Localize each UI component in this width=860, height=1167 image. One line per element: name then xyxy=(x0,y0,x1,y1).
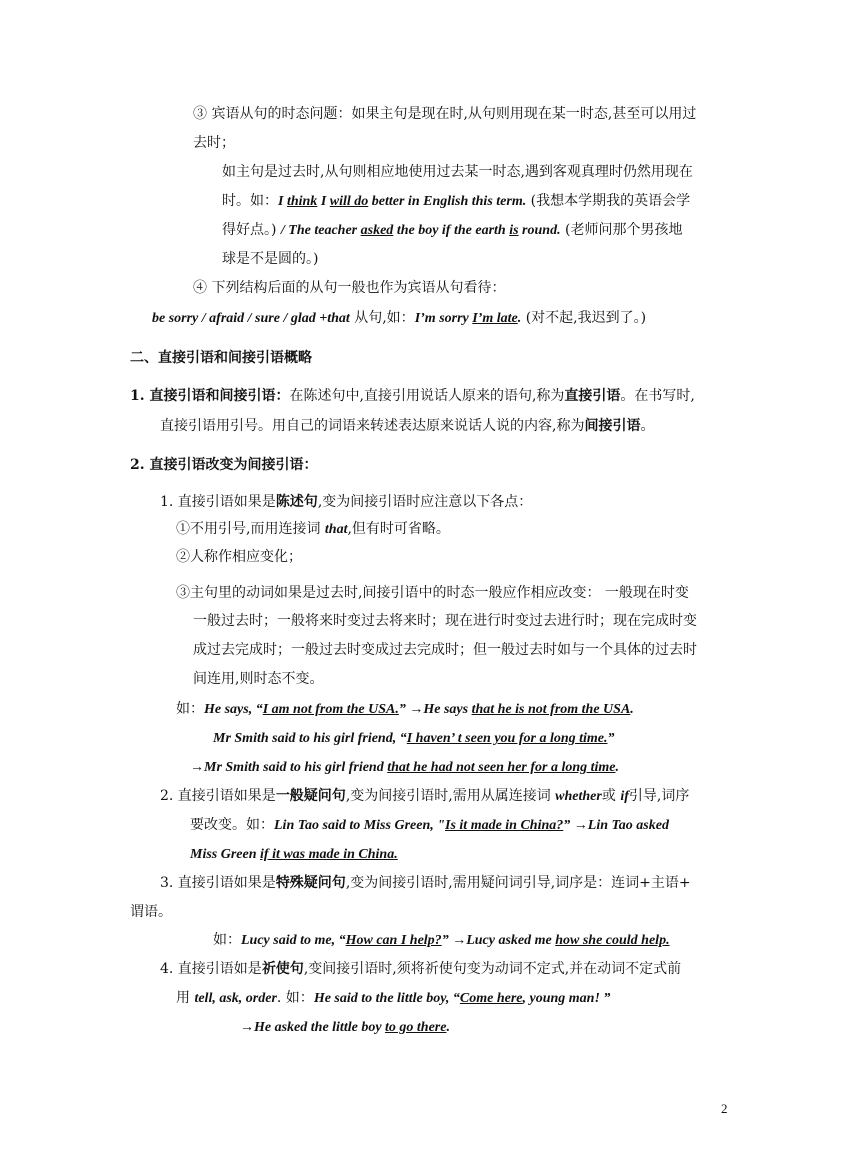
text-segment: (我想本学期我的英语会学 xyxy=(526,193,691,209)
text-segment: 1. 直接引语和间接引语： xyxy=(130,388,290,404)
text-segment: Miss Green xyxy=(190,847,261,862)
text-segment: ,但有时可省略。 xyxy=(347,521,450,537)
text-segment: How can I help? xyxy=(345,933,442,948)
text-line xyxy=(176,988,610,1009)
text-segment: ①不用引号,而用连接词 xyxy=(176,521,325,537)
text-segment: that xyxy=(324,522,348,537)
text-segment: 要改变。如： xyxy=(190,817,274,833)
text-segment: 4. 直接引语如是 xyxy=(160,961,262,977)
text-segment: 特殊疑问句 xyxy=(275,875,346,891)
text-segment: ,变为间接引语时,需用疑问词引导,词序是：连词+主语+ xyxy=(345,875,691,891)
text-segment: ,变为间接引语时应注意以下各点： xyxy=(317,494,533,510)
text-line xyxy=(160,873,691,893)
text-line xyxy=(222,191,690,212)
text-segment: 用 xyxy=(176,990,195,1006)
text-line xyxy=(193,278,505,298)
text-segment: to go there xyxy=(385,1020,447,1035)
text-segment: ②人称作相应变化； xyxy=(176,549,302,565)
text-segment: I xyxy=(317,194,330,209)
text-segment: I’m late xyxy=(472,311,518,326)
text-line xyxy=(160,786,689,807)
text-segment: tell, ask, order xyxy=(194,991,277,1006)
text-segment: round. xyxy=(518,223,561,238)
text-segment: how she could help. xyxy=(555,933,670,948)
text-segment: 成过去完成时；一般过去时变成过去完成时；但一般过去时如与一个具体的过去时 xyxy=(193,642,697,658)
text-line xyxy=(160,959,681,979)
text-segment: ” →Lucy asked me xyxy=(441,933,556,948)
text-segment: I am not from the USA. xyxy=(262,702,399,717)
text-segment: I haven’ t seen you for a long time. xyxy=(406,731,608,746)
text-segment: 1. 直接引语如果是 xyxy=(160,494,276,510)
text-segment: 直接引语 xyxy=(564,388,621,404)
text-segment: is xyxy=(509,223,519,238)
text-segment: / The teacher xyxy=(280,223,361,238)
text-segment: I’m sorry xyxy=(414,311,473,326)
text-segment: 如主句是过去时,从句则相应地使用过去某一时态,遇到客观真理时仍然用现在 xyxy=(222,164,693,180)
text-line xyxy=(213,930,670,951)
text-segment: 引导,词序 xyxy=(628,788,690,804)
text-segment: 直接引语用引号。用自己的词语来转述表达原来说话人说的内容,称为 xyxy=(160,418,585,434)
text-segment: ③主句里的动词如果是过去时,间接引语中的时态一般应作相应改变： 一般现在时变 xyxy=(176,585,689,601)
page-number: 2 xyxy=(721,1101,728,1116)
text-line xyxy=(193,669,323,689)
text-segment: whether xyxy=(555,789,602,804)
text-segment: ” xyxy=(607,731,615,746)
text-segment: ” →Lin Tao asked xyxy=(563,818,669,833)
text-line xyxy=(193,104,696,124)
text-segment: 如： xyxy=(213,932,241,948)
text-line xyxy=(193,640,697,660)
text-segment: ” →He says xyxy=(398,702,472,717)
text-segment: 球是不是圆的。) xyxy=(222,251,319,267)
text-line xyxy=(160,492,532,512)
text-segment: if xyxy=(620,789,629,804)
text-segment: 2. 直接引语改变为间接引语： xyxy=(130,457,318,473)
text-segment: Mr Smith said to his girl friend, “ xyxy=(213,731,407,746)
text-segment: Is it made in China? xyxy=(445,818,564,833)
text-segment: (对不起,我迟到了。) xyxy=(521,310,647,326)
text-segment: 。 xyxy=(640,418,655,434)
text-segment: ③ 宾语从句的时态问题：如果主句是现在时,从句则用现在某一时态,甚至可以用过 xyxy=(193,106,697,122)
text-segment: . xyxy=(446,1020,450,1035)
text-segment: the boy if the earth xyxy=(393,223,510,238)
text-line xyxy=(176,547,302,567)
text-segment: →He asked the little boy xyxy=(240,1020,386,1035)
text-segment: He says, “ xyxy=(204,702,263,717)
text-segment: , young man! ” xyxy=(522,991,611,1006)
text-segment: 间连用,则时态不变。 xyxy=(193,671,324,687)
text-line xyxy=(176,699,634,720)
text-segment: 谓语。 xyxy=(130,904,172,920)
text-line xyxy=(176,583,689,603)
text-segment: 间接引语 xyxy=(584,418,641,434)
text-line xyxy=(130,902,172,922)
text-segment: 二、直接引语和间接引语概略 xyxy=(130,350,312,366)
text-line xyxy=(240,1017,450,1038)
text-segment: 2. 直接引语如果是 xyxy=(160,788,276,804)
text-segment: 或 xyxy=(601,788,621,804)
text-segment: 。在书写时, xyxy=(620,388,695,404)
text-segment: . xyxy=(630,702,634,717)
text-segment: Lin Tao said to Miss Green, " xyxy=(274,818,446,833)
text-segment: Lucy said to me, “ xyxy=(241,933,346,948)
text-segment: that he had not seen her for a long time xyxy=(387,760,616,775)
text-segment: Come here xyxy=(459,991,523,1006)
text-line xyxy=(160,416,654,436)
text-segment: (老师问那个男孩地 xyxy=(560,222,683,238)
text-line xyxy=(190,844,398,865)
text-line xyxy=(130,348,312,368)
text-segment: 从句,如： xyxy=(349,310,415,326)
text-segment: will do xyxy=(329,194,369,209)
text-line xyxy=(190,815,669,836)
text-line xyxy=(213,728,615,749)
text-segment: . 如： xyxy=(276,990,314,1006)
text-line xyxy=(130,455,318,475)
text-segment: 得好点。) xyxy=(222,222,281,238)
text-segment: →Mr Smith said to his girl friend xyxy=(190,760,388,775)
text-segment: ④ 下列结构后面的从句一般也作为宾语从句看待： xyxy=(193,280,506,296)
text-line xyxy=(193,133,235,153)
text-segment: 一般过去时；一般将来时变过去将来时；现在进行时变过去进行时；现在完成时变 xyxy=(193,613,697,629)
text-segment: 时。如： xyxy=(222,193,278,209)
text-segment: . xyxy=(615,760,620,775)
text-line xyxy=(176,519,450,540)
text-segment: 3. 直接引语如果是 xyxy=(160,875,276,891)
text-line xyxy=(130,386,695,406)
text-segment: ,变间接引语时,须将祈使句变为动词不定式,并在动词不定式前 xyxy=(303,961,682,977)
text-segment: asked xyxy=(360,223,394,238)
text-segment: be sorry / afraid / sure / glad +that xyxy=(152,311,350,326)
text-segment: . xyxy=(517,311,522,326)
text-line xyxy=(193,611,697,631)
text-segment: 去时； xyxy=(193,135,235,151)
text-segment: I xyxy=(278,194,287,209)
text-line xyxy=(152,308,646,329)
text-segment: ,变为间接引语时,需用从属连接词 xyxy=(345,788,556,804)
text-segment: He said to the little boy, “ xyxy=(313,991,460,1006)
text-line xyxy=(222,220,683,241)
text-segment: that he is not from the USA xyxy=(471,702,631,717)
text-segment: 陈述句 xyxy=(275,494,318,510)
text-segment: 在陈述句中,直接引用说话人原来的语句,称为 xyxy=(289,388,565,404)
text-segment: if it was made in China. xyxy=(260,847,398,862)
text-segment: 祈使句 xyxy=(261,961,304,977)
text-line xyxy=(190,757,619,778)
text-segment: better in English this term. xyxy=(368,194,527,209)
text-segment: 一般疑问句 xyxy=(275,788,346,804)
text-line xyxy=(222,162,693,182)
text-line xyxy=(222,249,318,269)
text-segment: 如： xyxy=(176,701,204,717)
text-segment: think xyxy=(286,194,318,209)
